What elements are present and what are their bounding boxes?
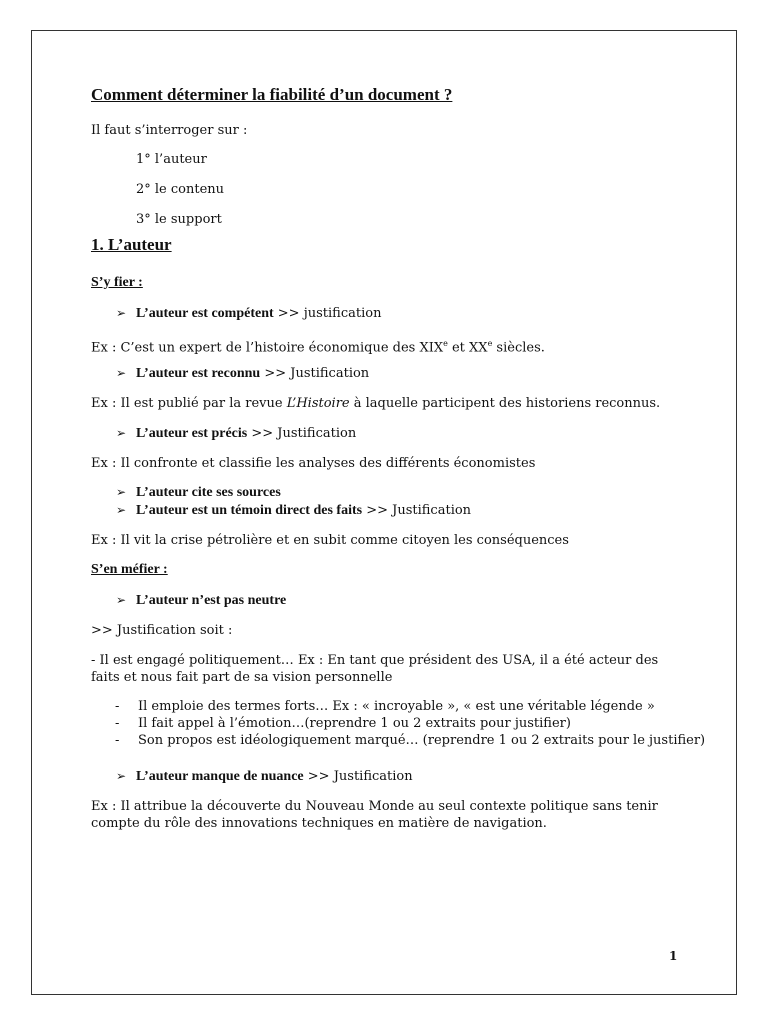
criteria-item: 1° l’auteur: [136, 152, 207, 167]
arrow-bullet-icon: ➢: [116, 485, 127, 499]
trust-example-3: Ex : Il confronte et classifie les analyses des différents économistes: [91, 456, 536, 471]
trust-heading: S’y fier :: [91, 275, 143, 290]
distrust-justification: >> Justification soit :: [91, 623, 233, 638]
document-page: Comment déterminer la fiabilité d’un document ? Il faut s’interroger sur : 1° l’auteur 2° le contenu 3° le support 1. L’auteur S’y fier : ➢ L’auteur est compétent >> justification Ex : C’est un expert de l’histoire économique des XIXe et XXe siècles. ➢ L’auteur est reconnu >> Justification Ex : Il est publié par la revue L’Histoire à laquelle participent des historiens reconnus. ➢ L’auteur est précis >> Justification Ex : Il confronte et classifie les analyses des différents économistes ➢ L’auteur cite ses sources ➢ L’auteur est un témoin direct des faits >> Justification Ex : Il vit la crise pétrolière et en subit comme citoyen les conséquences S’en méfier : ➢ L’auteur n’est pas neutre >> Justification soit : - Il est engagé politiquement… Ex : En tant que président des USA, il a été acteur des faits et nous fait part de sa vision personnelle - Il emploie des termes forts… Ex : « incroyable », « est une véritable légende » - Il fait appel à l’émotion…(reprendre 1 ou 2 extraits pour justifier) - Son propos est idéologiquement marqué… (reprendre 1 ou 2 extraits pour le justifier) ➢ L’auteur manque de nuance >> Justification Ex : Il attribue la découverte du Nouveau Monde au seul contexte politique sans tenir compte du rôle des innovations techniques en matière de navigation. 1: [31, 30, 737, 995]
section-heading-author: 1. L’auteur: [91, 235, 172, 254]
trust-bullet-witness: ➢ L’auteur est un témoin direct des faits >> Justification: [116, 503, 472, 518]
page-number: 1: [669, 949, 678, 963]
trust-example-5: Ex : Il vit la crise pétrolière et en subit comme citoyen les conséquences: [91, 533, 569, 548]
distrust-final-example: Ex : Il attribue la découverte du Nouveau Monde au seul contexte politique sans tenir compte du rôle des innovations techniques en matière de navigation.: [91, 799, 658, 831]
arrow-bullet-icon: ➢: [116, 366, 127, 380]
trust-bullet-recognized: ➢ L’auteur est reconnu >> Justification: [116, 366, 370, 381]
arrow-bullet-icon: ➢: [116, 426, 127, 440]
criteria-item: 3° le support: [136, 212, 222, 227]
trust-bullet-sources: ➢ L’auteur cite ses sources: [116, 485, 281, 500]
distrust-bullet-nuance: ➢ L’auteur manque de nuance >> Justification: [116, 769, 413, 784]
intro-text: Il faut s’interroger sur :: [91, 123, 248, 138]
criteria-item: 2° le contenu: [136, 182, 225, 197]
arrow-bullet-icon: ➢: [116, 306, 127, 320]
arrow-bullet-icon: ➢: [116, 593, 127, 607]
distrust-bullet-not-neutral: ➢ L’auteur n’est pas neutre: [116, 593, 287, 608]
trust-example-1: Ex : C’est un expert de l’histoire économique des XIXe et XXe siècles.: [91, 339, 545, 356]
trust-bullet-competent: ➢ L’auteur est compétent >> justification: [116, 306, 382, 321]
arrow-bullet-icon: ➢: [116, 769, 127, 783]
document-title: Comment déterminer la fiabilité d’un document ?: [91, 85, 453, 104]
distrust-heading: S’en méfier :: [91, 562, 168, 577]
trust-bullet-precise: ➢ L’auteur est précis >> Justification: [116, 426, 357, 441]
arrow-bullet-icon: ➢: [116, 503, 127, 517]
trust-example-2: Ex : Il est publié par la revue L’Histoire à laquelle participent des historiens reconnus.: [91, 396, 661, 411]
distrust-paragraph: - Il est engagé politiquement… Ex : En tant que président des USA, il a été acteur des faits et nous fait part de sa vision personnelle: [91, 653, 659, 685]
